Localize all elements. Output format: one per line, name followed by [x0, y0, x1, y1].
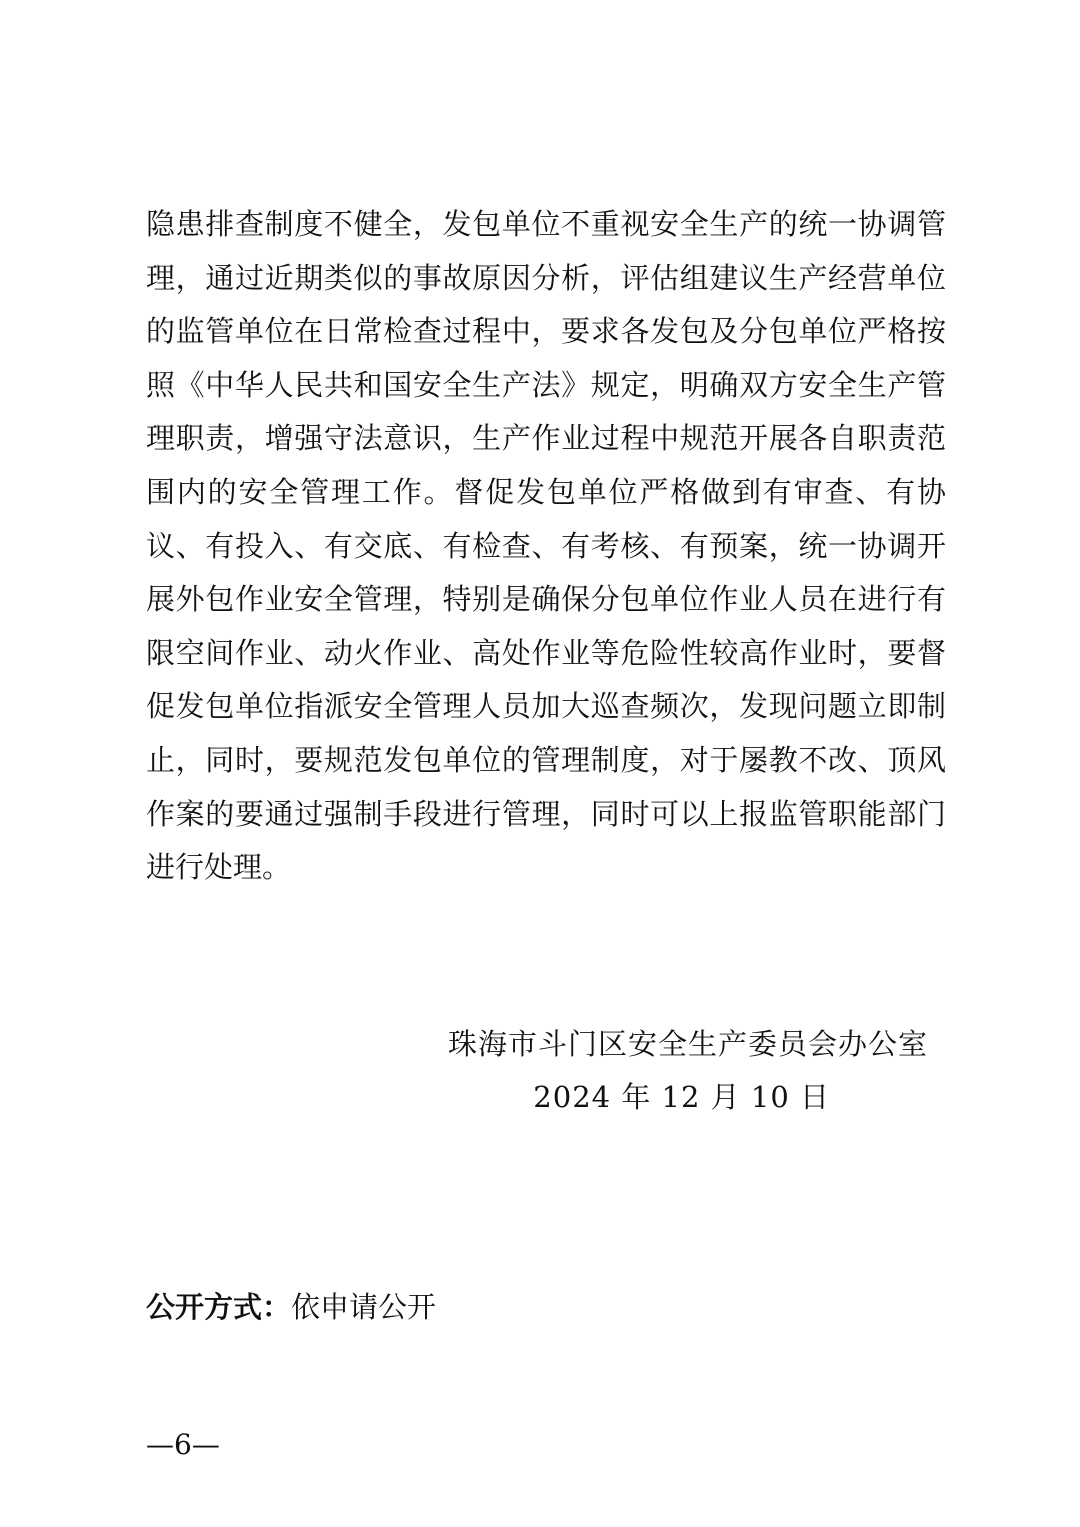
body-line: 展外包作业安全管理，特别是确保分包单位作业人员在进行有 [146, 582, 946, 617]
disclosure-method [146, 1285, 436, 1329]
body-line: 围内的安全管理工作。督促发包单位严格做到有审查、有协 [146, 474, 946, 509]
body-line: 作案的要通过强制手段进行管理，同时可以上报监管职能部门 [146, 796, 946, 831]
signature-block [448, 1018, 928, 1124]
body-line: 的监管单位在日常检查过程中，要求各发包及分包单位严格按 [146, 314, 946, 349]
body-line: 进行处理。 [146, 850, 292, 885]
body-line: 理，通过近期类似的事故原因分析，评估组建议生产经营单位 [146, 260, 946, 295]
issuing-organization: 珠海市斗门区安全生产委员会办公室 [447, 1027, 928, 1061]
body-line: 照《中华人民共和国安全生产法》规定，明确双方安全生产管 [146, 367, 946, 402]
page-number: —6— [146, 1428, 220, 1461]
body-line: 理职责，增强守法意识，生产作业过程中规范开展各自职责范 [146, 421, 946, 456]
body-line: 隐患排查制度不健全，发包单位不重视安全生产的统一协调管 [146, 207, 946, 241]
body-line: 促发包单位指派安全管理人员加大巡查频次，发现问题立即制 [146, 689, 946, 724]
body-line: 议、有投入、有交底、有检查、有考核、有预案，统一协调开 [146, 528, 946, 563]
issue-date: 2024 年 12 月 10 日 [533, 1080, 830, 1114]
body-line: 止，同时，要规范发包单位的管理制度，对于屡教不改、顶风 [146, 742, 946, 777]
body-line: 限空间作业、动火作业、高处作业等危险性较高作业时，要督 [146, 635, 946, 670]
disclosure-value: 依申请公开 [291, 1290, 437, 1324]
body-paragraph [146, 198, 946, 895]
disclosure-label: 公开方式： [146, 1290, 292, 1324]
